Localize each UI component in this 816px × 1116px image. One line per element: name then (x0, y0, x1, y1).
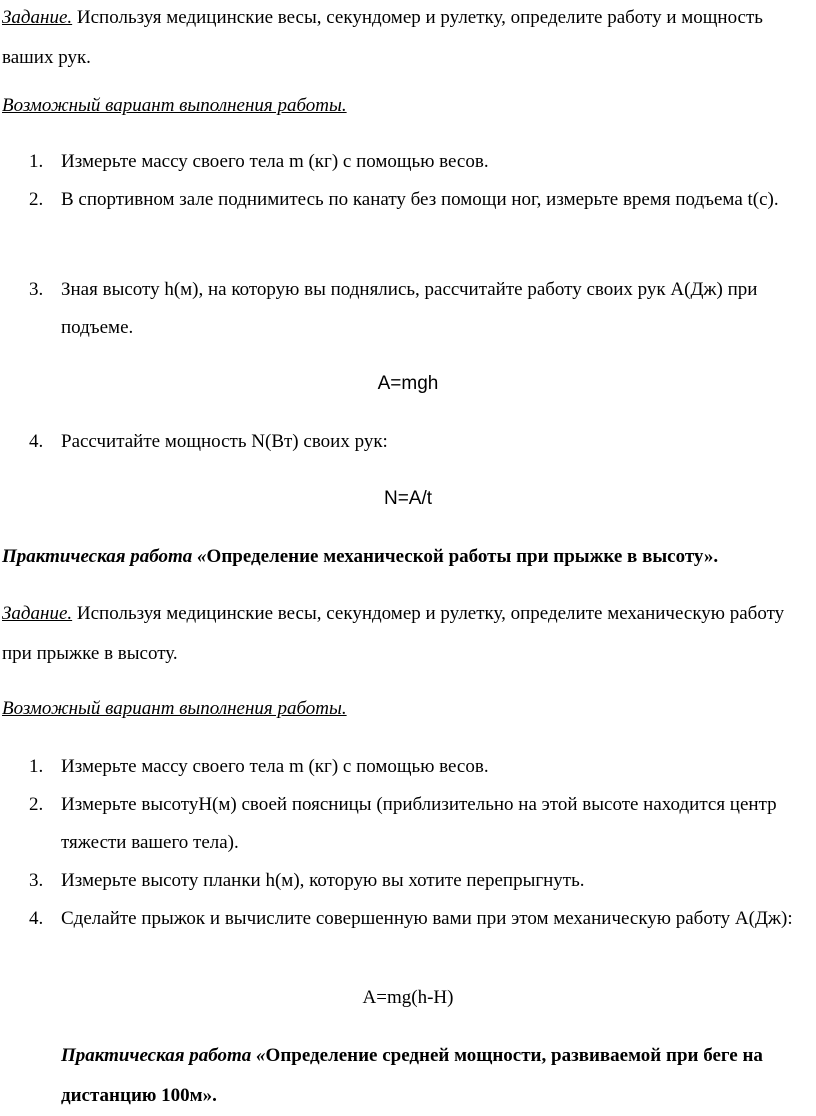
list-item-text: Измерьте массу своего тела m (кг) с помощью весов. (61, 756, 489, 777)
steps-list-1b (0, 271, 800, 347)
list-item-number: 2. (29, 794, 44, 815)
list-item (0, 271, 800, 347)
practical-3-prefix: Практическая работа « (61, 1045, 266, 1066)
formula-power: N=A/t (383, 488, 433, 509)
practical-2-prefix: Практическая работа « (2, 546, 207, 567)
list-item-number: 4. (29, 908, 44, 929)
task-1-label: Задание. (2, 7, 73, 28)
variant-2-text: Возможный вариант выполнения работы. (2, 698, 347, 719)
practical-3-heading (61, 1036, 811, 1116)
list-item-number: 1. (29, 756, 44, 777)
task-2-text: Используя медицинские весы, секундомер и рулетку, определите механическую работу при прыжке в высоту. (2, 603, 785, 664)
list-item-text: Рассчитайте мощность N(Вт) своих рук: (61, 431, 388, 452)
steps-list-1c (0, 423, 800, 461)
formula-work: A=mgh (377, 373, 439, 394)
variant-1-heading (2, 86, 802, 126)
practical-2-heading (2, 537, 802, 577)
list-item-number: 1. (29, 151, 44, 172)
variant-1-text: Возможный вариант выполнения работы. (2, 95, 347, 116)
list-item (0, 862, 800, 900)
list-item-number: 2. (29, 189, 44, 210)
list-item (0, 786, 800, 862)
list-item-text: В спортивном зале поднимитесь по канату без помощи ног, измерьте время подъема t(с). (61, 189, 779, 210)
task-1-paragraph (2, 0, 802, 78)
task-2-paragraph (2, 594, 802, 674)
list-item-text: Измерьте массу своего тела m (кг) с помощью весов. (61, 151, 489, 172)
list-item (0, 748, 800, 786)
list-item (0, 900, 800, 938)
list-item (0, 181, 800, 219)
list-item (0, 423, 800, 461)
list-item-text: Сделайте прыжок и вычислите совершенную вами при этом механическую работу А(Дж): (61, 908, 793, 929)
list-item-text: Измерьте высоту планки h(м), которую вы хотите перепрыгнуть. (61, 870, 585, 891)
list-item-number: 4. (29, 431, 44, 452)
variant-2-heading (2, 689, 802, 729)
steps-list-2 (0, 748, 800, 938)
steps-list-1 (0, 143, 800, 219)
list-item-text: Зная высоту h(м), на которую вы поднялись, рассчитайте работу своих рук А(Дж) при подъеме. (61, 279, 758, 338)
practical-2-title: Определение механической работы при прыжке в высоту». (206, 546, 719, 567)
list-item-number: 3. (29, 279, 44, 300)
list-item-number: 3. (29, 870, 44, 891)
task-2-label: Задание. (2, 603, 73, 624)
formula-jump-work: A=mg(h-H) (362, 987, 454, 1008)
practical-3-title: Определение средней мощности, развиваемой при беге на дистанцию 100м». (61, 1045, 763, 1106)
task-1-text: Используя медицинские весы, секундомер и рулетку, определите работу и мощность ваших рук. (2, 7, 763, 68)
list-item (0, 143, 800, 181)
list-item-text: Измерьте высотуH(м) своей поясницы (приблизительно на этой высоте находится центр тяжести вашего тела). (61, 794, 777, 853)
